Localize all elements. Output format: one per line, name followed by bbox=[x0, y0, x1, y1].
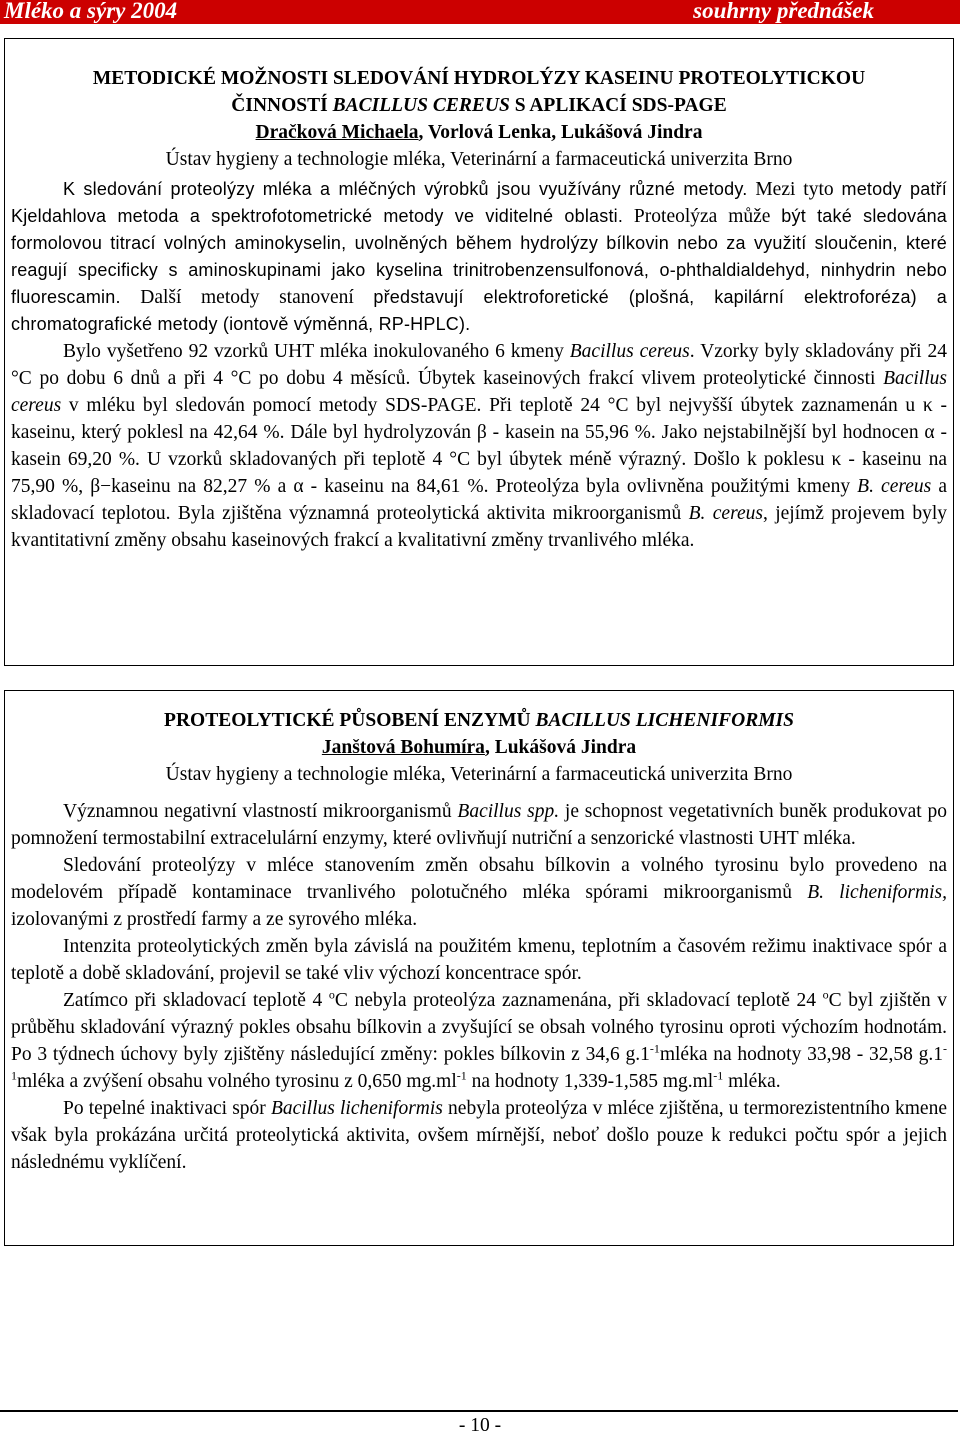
article1-title bbox=[5, 65, 953, 119]
article2-paragraph-2: Sledování proteolýzy v mléce stanovením změn obsahu bílkovin a volného tyrosinu bylo provedeno na modelovém případě kontaminace trvanlivého polotučného mléka spórami mikroorganismů B. licheniformis, izolovanými z prostředí farmy a ze syrového mléka. bbox=[11, 855, 947, 930]
header-section-title: souhrny přednášek bbox=[693, 0, 874, 23]
article2-authors: Janštová Bohumíra, Lukášová Jindra bbox=[321, 737, 637, 758]
article1-paragraph-2: Bylo vyšetřeno 92 vzorků UHT mléka inokulovaného 6 kmeny Bacillus cereus. Vzorky byly skladovány při 24 °C po dobu 6 dnů a při 4 °C po dobu 4 měsíců. Úbytek kaseinových frakcí vlivem proteolytické činnosti Bacillus cereus v mléku byl sledován pomocí metody SDS-PAGE. Při teplotě 24 °C byl nejvyšší úbytek zaznamenán u κ - kaseinu, který poklesl na 42,64 %. Dále byl hydrolyzován β - kasein na 55,96 %. Jako nejstabilnější byl hodnocen α - kasein 69,20 %. U vzorků skladovaných při teplotě 4 °C byl úbytek méně výrazný. Došlo k poklesu κ - kaseinu na 75,90 %, β−kaseinu na 82,27 % a α - kaseinu na 84,61 %. Proteolýza byla ovlivněna použitými kmeny B. cereus a skladovací teplotou. Byla zjištěna významná proteolytická aktivita mikroorganismů B. cereus, jejímž projevem byly kvantitativní změny obsahu kaseinových frakcí a kvalitativní změny trvanlivého mléka. bbox=[11, 341, 947, 551]
article1-affiliation: Ústav hygieny a technologie mléka, Veterinární a farmaceutická univerzita Brno bbox=[165, 149, 793, 170]
article1-paragraph-1: K sledování proteolýzy mléka a mléčných výrobků jsou využívány různé metody. Mezi tyto metody patří Kjeldahlova metoda a spektrofotometrické metody ve viditelné oblasti. Proteolýza může být také sledována formolovou titrací volných aminokyselin, uvolněných během hydrolýzy bílkovin nebo za využití sloučenin, které reagují specificky s aminoskupinami jako kyselina trinitrobenzensulfonová, o-phthaldialdehyd, ninhydrin nebo fluorescamin. Další metody stanovení představují elektroforetické (plošná, kapilární elektroforéza) a chromatografické metody (iontově výměnná, RP-HPLC). bbox=[11, 179, 948, 334]
article2-paragraph-4: Zatímco při skladovací teplotě 4 $^o$C nebyla proteolýza zaznamenána, při skladovací teplotě 24 $^o$C byl zjištěn v průběhu skladování výrazný pokles obsahu bílkovin a zvyšující se obsah volného tyrosinu oproti výchozím hodnotám. Po 3 týdnech úchovy byly zjištěny následující změny: pokles bílkovin z 34,6 $g.1^{-1}mléka$ na hodnoty 33,98 - 32,58 $g.1^{-1}mléka$ a zvýšení obsahu volného tyrosinu z 0,650 $mg.ml^{-1}$ na hodnoty 1,339-1,585 $mg.ml^{-1}$ mléka. bbox=[11, 987, 947, 1092]
article2-paragraph-3: Intenzita proteolytických změn byla závislá na použitém kmenu, teplotním a časovém režimu inaktivace spór a teplotě a době skladování, projevil se také vliv výchozí koncentrace spór. bbox=[11, 936, 947, 984]
footer-divider bbox=[0, 1410, 958, 1412]
article2-paragraph-5: Po tepelné inaktivaci spór Bacillus licheniformis nebyla proteolýza v mléce zjištěna, u termorezistentního kmene však byla prokázána určitá proteolytická aktivita, ovšem mírnější, neboť došlo pouze k redukci počtu spór a jejich následnému vyklíčení. bbox=[11, 1098, 947, 1173]
page-header-bar bbox=[0, 0, 960, 24]
page-number: - 10 - bbox=[458, 1415, 502, 1436]
abstract-box-1 bbox=[4, 38, 954, 666]
article2-main-author: Janštová Bohumíra bbox=[321, 737, 485, 758]
article2-paragraph-1: Významnou negativní vlastností mikroorganismů Bacillus spp. je schopnost vegetativních buněk produkovat po pomnožení termostabilní extracelulární enzymy, které ovlivňují nutriční a senzorické vlastnosti UHT mléka. bbox=[11, 801, 948, 849]
article1-title-line2: ČINNOSTÍ BACILLUS CEREUS S APLIKACÍ SDS-PAGE bbox=[231, 95, 727, 116]
abstract-box-2 bbox=[4, 690, 954, 1246]
article1-title-line1: METODICKÉ MOŽNOSTI SLEDOVÁNÍ HYDROLÝZY KASEINU PROTEOLYTICKOU bbox=[92, 68, 866, 89]
header-journal-title: Mléko a sýry 2004 bbox=[4, 0, 178, 23]
article1-main-author: Dračková Michaela bbox=[255, 122, 419, 143]
article2-title: PROTEOLYTICKÉ PŮSOBENÍ ENZYMŮ BACILLUS LICHENIFORMIS bbox=[164, 710, 794, 731]
article1-authors: Dračková Michaela, Vorlová Lenka, Lukášová Jindra bbox=[255, 122, 703, 143]
article2-affiliation: Ústav hygieny a technologie mléka, Veterinární a farmaceutická univerzita Brno bbox=[165, 764, 793, 785]
